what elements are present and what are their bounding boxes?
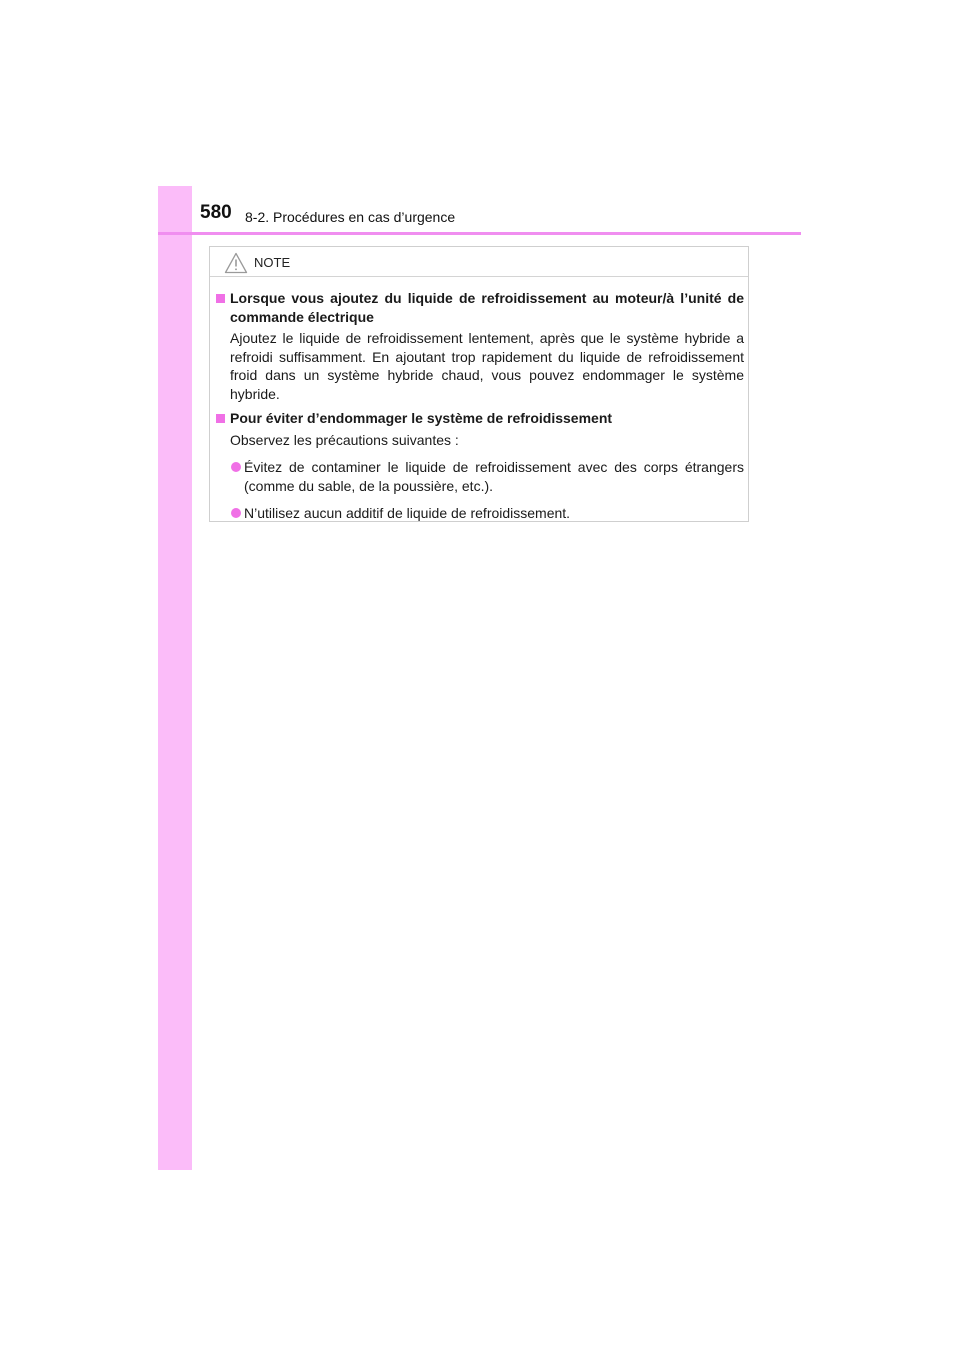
note-box xyxy=(209,246,749,522)
square-bullet-icon xyxy=(216,294,225,303)
section-paragraph: Ajoutez le liquide de refroidissement lentement, après que le système hybride a refroidi suffisamment. En ajoutant trop rapidement du liquide de refroidissement froid dans un système hybride chaud, vous pouvez endommager le système hybride. xyxy=(230,330,744,402)
section-paragraph: Observez les précautions suivantes : xyxy=(230,431,459,448)
section-heading: Lorsque vous ajoutez du liquide de refroidissement au moteur/à l’unité de commande électrique xyxy=(216,289,744,326)
square-bullet-icon xyxy=(216,414,225,423)
note-body xyxy=(216,289,744,523)
list-item: Évitez de contaminer le liquide de refroidissement avec des corps étrangers (comme du sable, de la poussière, etc.). xyxy=(216,458,744,495)
note-title: NOTE xyxy=(254,255,291,270)
side-tab-strip xyxy=(158,186,192,1170)
page-number: 580 xyxy=(200,202,232,223)
circle-bullet-icon xyxy=(231,508,241,518)
circle-bullet-icon xyxy=(231,462,241,472)
header-divider xyxy=(158,232,801,235)
section-title: 8-2. Procédures en cas d’urgence xyxy=(245,209,456,225)
note-header xyxy=(210,247,748,277)
section-heading: Pour éviter d’endommager le système de refroidissement xyxy=(216,409,744,428)
list-item: N’utilisez aucun additif de liquide de refroidissement. xyxy=(216,504,744,523)
warning-triangle-icon xyxy=(224,252,248,274)
